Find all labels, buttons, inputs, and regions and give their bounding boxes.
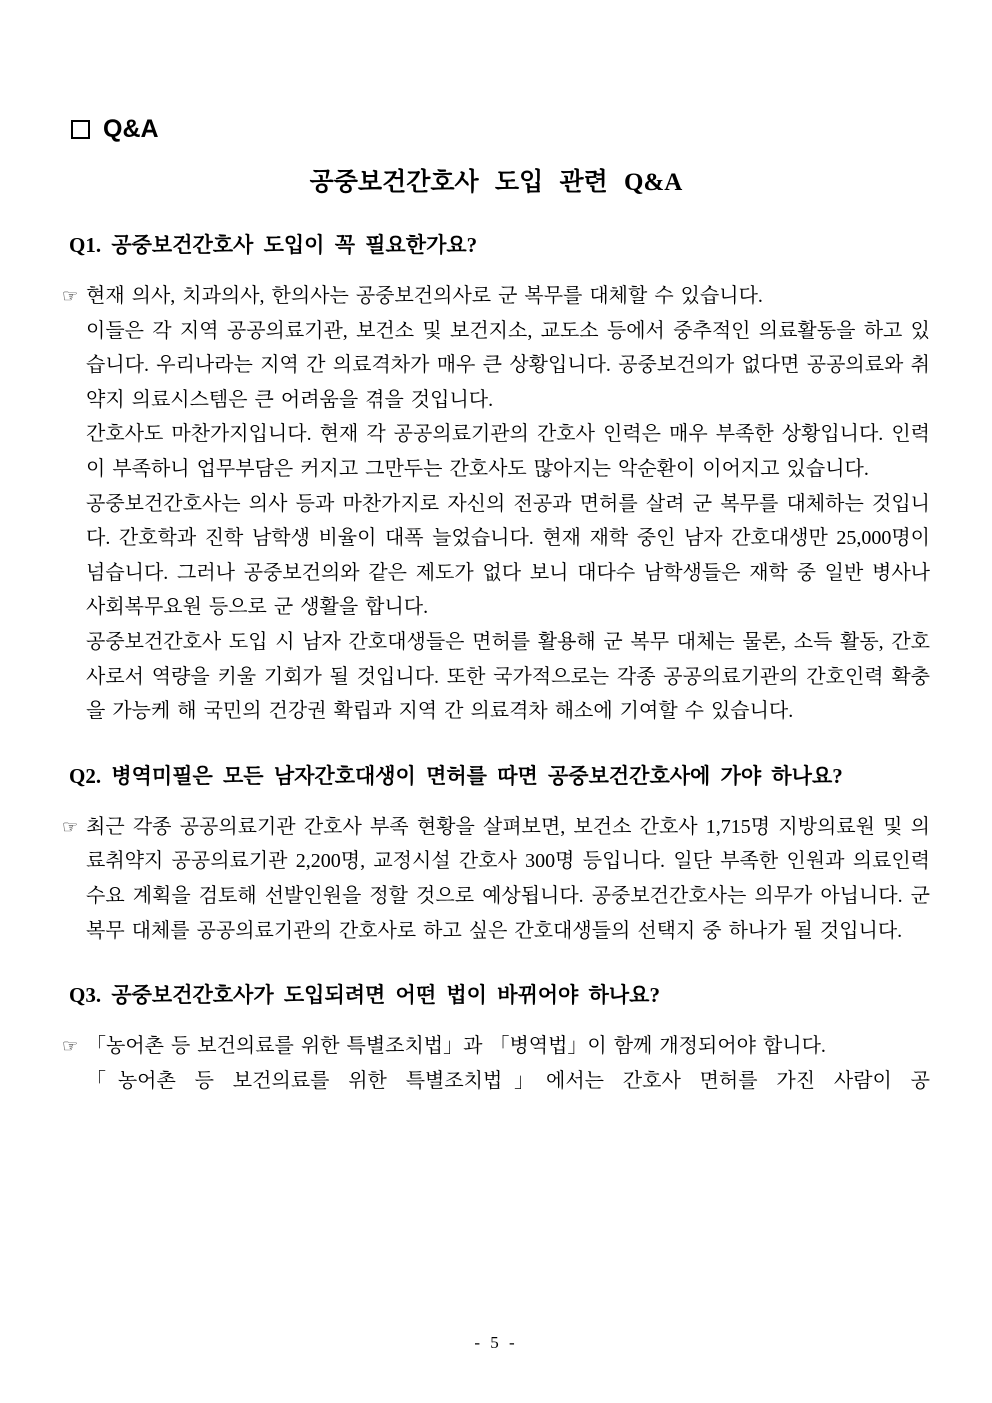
answer-block — [62, 1029, 930, 1098]
page-number: - 5 - — [474, 1333, 518, 1352]
qa-section-2 — [62, 762, 930, 948]
answer-paragraph: 공중보건간호사는 의사 등과 마찬가지로 자신의 전공과 면허를 살려 군 복무를 대체하는 것입니다. 간호학과 진학 남학생 비율이 대폭 늘었습니다. 현재 재학 중인 남자 간호대생만 25,000명이 넘습니다. 그러나 공중보건의와 같은 제도가 없다 보니 대다수 남학생들은 재학 중 일반 병사나 사회복무요원 등으로 군 생활을 합니다. — [86, 492, 930, 619]
answer-paragraph: 「농어촌 등 보건의료를 위한 특별조치법」과 「병역법」이 함께 개정되어야 합니다. — [86, 1035, 826, 1058]
qa-section-3 — [62, 981, 930, 1098]
answer-block — [62, 279, 930, 729]
qa-section-1 — [62, 231, 930, 729]
answer-paragraph: 공중보건간호사 도입 시 남자 간호대생들은 면허를 활용해 군 복무 대체는 물론, 소득 활동, 간호사로서 역량을 키울 기회가 될 것입니다. 또한 국가적으로는 각종 공공의료기관의 간호인력 확충을 가능케 해 국민의 건강권 확립과 지역 간 의료격차 해소에 기여할 수 있습니다. — [86, 630, 930, 723]
pointer-hand-icon: ☞ — [62, 286, 79, 306]
pointer-hand-icon: ☞ — [62, 816, 79, 837]
answer-body — [86, 1029, 930, 1098]
doc-header-label: Q&A — [103, 115, 159, 143]
answer-paragraph: 이들은 각 지역 공공의료기관, 보건소 및 보건지소, 교도소 등에서 중추적인 의료활동을 하고 있습니다. 우리나라는 지역 간 의료격차가 매우 큰 상황입니다. 공중보건의가 없다면 공공의료와 취약지 의료시스템은 큰 어려움을 겪을 것입니다. — [86, 319, 930, 411]
answer-paragraph: 「농어촌 등 보건의료를 위한 특별조치법」에서는 간호사 면허를 가진 사람이 공 — [86, 1069, 930, 1092]
pointer-hand-icon: ☞ — [62, 1036, 79, 1057]
answer-body — [86, 810, 930, 948]
question-heading: Q3. 공중보건간호사가 도입되려면 어떤 법이 바뀌어야 하나요? — [69, 983, 660, 1008]
answer-block — [62, 810, 930, 948]
doc-header — [71, 117, 930, 141]
square-bullet-icon — [71, 120, 90, 139]
answer-paragraph: 간호사도 마찬가지입니다. 현재 각 공공의료기관의 간호사 인력은 매우 부족한 상황입니다. 인력이 부족하니 업무부담은 커지고 그만두는 간호사도 많아지는 악순환이 이어지고 있습니다. — [86, 423, 930, 480]
page-title: 공중보건간호사 도입 관련 Q&A — [309, 169, 683, 196]
answer-body — [86, 279, 930, 729]
answer-paragraph: 최근 각종 공공의료기관 간호사 부족 현황을 살펴보면, 보건소 간호사 1,715명 지방의료원 및 의료취약지 공공의료기관 2,200명, 교정시설 간호사 300명 등입니다. 일단 부족한 인원과 의료인력 수요 계획을 검토해 선발인원을 정할 것으로 예상됩니다. 공중보건간호사는 의무가 아닙니다. 군 복무 대체를 공공의료기관의 간호사로 하고 싶은 간호대생들의 선택지 중 하나가 될 것입니다. — [86, 815, 930, 942]
answer-paragraph: 현재 의사, 치과의사, 한의사는 공중보건의사로 군 복무를 대체할 수 있습니다. — [86, 285, 763, 307]
question-heading: Q2. 병역미필은 모든 남자간호대생이 면허를 따면 공중보건간호사에 가야 하나요? — [69, 763, 843, 788]
question-heading: Q1. 공중보건간호사 도입이 꼭 필요한가요? — [69, 233, 478, 257]
